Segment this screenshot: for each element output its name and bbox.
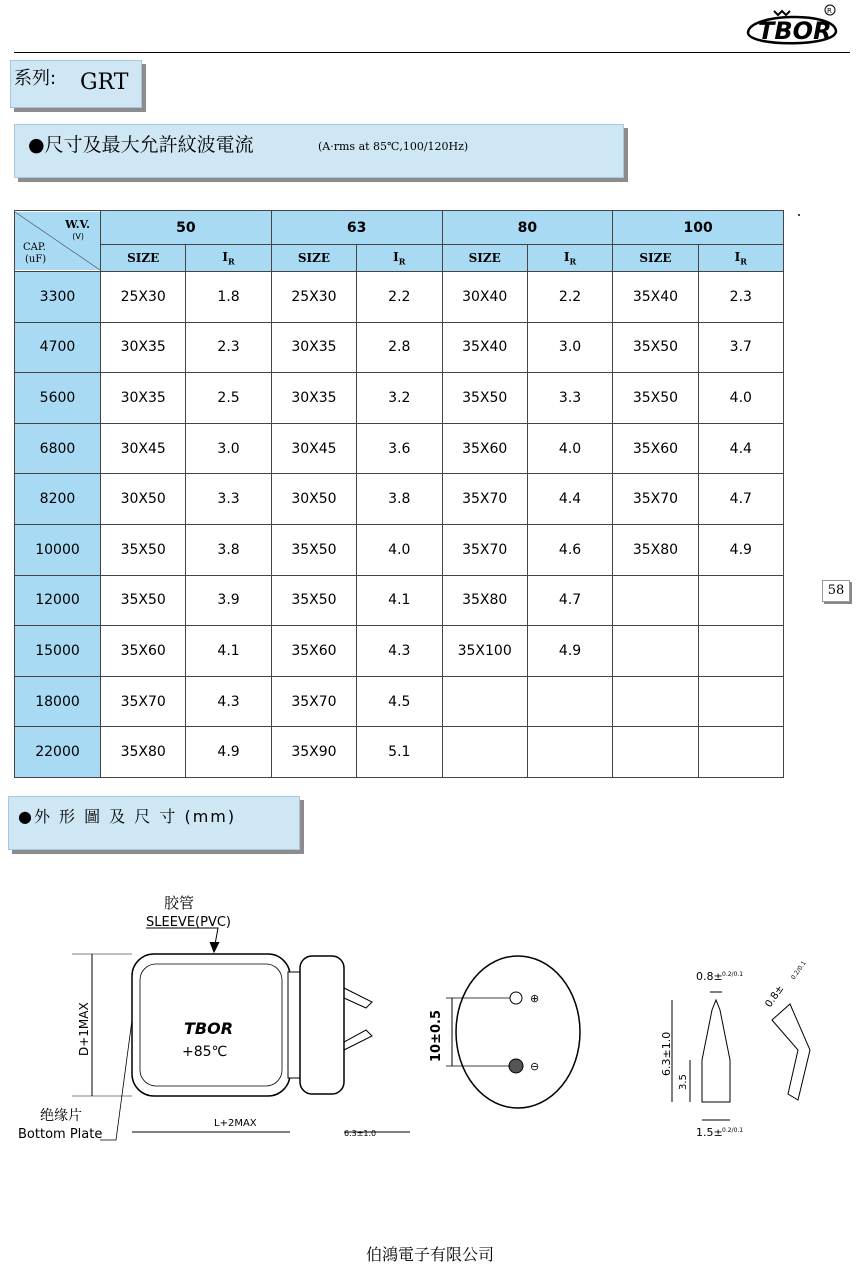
ripple-current-cell: 4.1 bbox=[357, 575, 442, 626]
ripple-current-cell: 4.5 bbox=[357, 676, 442, 727]
ripple-note: (A·rms at 85℃,100/120Hz) bbox=[318, 140, 469, 153]
body-logo: TBOR bbox=[184, 1019, 234, 1038]
ripple-title: ●尺寸及最大允許紋波電流 bbox=[28, 134, 254, 156]
size-cell: 30X45 bbox=[271, 423, 356, 474]
ripple-current-cell: 4.0 bbox=[698, 373, 783, 424]
pin-side-view bbox=[772, 1004, 810, 1100]
cap-unit: (uF) bbox=[25, 254, 47, 265]
size-cell: 35X80 bbox=[442, 575, 527, 626]
minus-terminal: ⊖ bbox=[530, 1060, 540, 1073]
ripple-current-cell: 4.4 bbox=[698, 423, 783, 474]
size-cell: 30X40 bbox=[442, 272, 527, 323]
size-cell: 35X60 bbox=[101, 626, 186, 677]
ripple-current-cell: 3.8 bbox=[357, 474, 442, 525]
table-row bbox=[15, 373, 784, 424]
capacitance-cell: 15000 bbox=[15, 626, 101, 677]
size-cell bbox=[613, 727, 698, 778]
ir-header: $I_R$ bbox=[186, 245, 271, 272]
size-cell bbox=[613, 575, 698, 626]
cap-label: CAP. bbox=[23, 242, 46, 253]
ir-header: $I_R$ bbox=[527, 245, 612, 272]
ripple-current-cell bbox=[698, 676, 783, 727]
table-row bbox=[15, 626, 784, 677]
ripple-current-cell: 3.2 bbox=[357, 373, 442, 424]
ripple-current-cell: 4.3 bbox=[186, 676, 271, 727]
insulator-cn-label: 绝缘片 bbox=[40, 1108, 82, 1124]
ir-header: $I_R$ bbox=[357, 245, 442, 272]
ripple-current-cell: 2.3 bbox=[186, 322, 271, 373]
ripple-current-cell: 3.9 bbox=[186, 575, 271, 626]
size-header: SIZE bbox=[613, 245, 698, 272]
ripple-current-cell: 2.2 bbox=[527, 272, 612, 323]
v-unit: (V) bbox=[72, 232, 84, 241]
header-rule bbox=[14, 52, 850, 53]
table-row bbox=[15, 322, 784, 373]
capacitance-cell: 5600 bbox=[15, 373, 101, 424]
ripple-current-cell: 2.2 bbox=[357, 272, 442, 323]
size-cell: 35X90 bbox=[271, 727, 356, 778]
capacitance-cell: 10000 bbox=[15, 524, 101, 575]
ripple-current-cell: 4.6 bbox=[527, 524, 612, 575]
svg-text:0.2/0.1: 0.2/0.1 bbox=[722, 971, 744, 978]
temp-label: +85℃ bbox=[182, 1044, 228, 1060]
terminal-pin bbox=[702, 1000, 730, 1102]
size-cell: 30X35 bbox=[271, 373, 356, 424]
size-cell: 30X35 bbox=[271, 322, 356, 373]
size-cell: 35X60 bbox=[442, 423, 527, 474]
ripple-current-cell: 4.1 bbox=[186, 626, 271, 677]
ripple-current-cell: 5.1 bbox=[357, 727, 442, 778]
pin-height: 6.3±1.0 bbox=[660, 1031, 673, 1076]
svg-text:0.2/0.1: 0.2/0.1 bbox=[789, 959, 808, 982]
ripple-current-cell: 4.0 bbox=[527, 423, 612, 474]
d-dimension: D+1MAX bbox=[77, 1002, 91, 1056]
brand-logo bbox=[744, 3, 840, 49]
size-header: SIZE bbox=[101, 245, 186, 272]
pin-thickness: 0.8± bbox=[763, 983, 787, 1010]
size-cell: 35X50 bbox=[442, 373, 527, 424]
ripple-current-cell: 2.5 bbox=[186, 373, 271, 424]
size-cell: 35X70 bbox=[271, 676, 356, 727]
ripple-current-cell: 4.0 bbox=[357, 524, 442, 575]
ripple-current-cell: 3.0 bbox=[527, 322, 612, 373]
wv-label: W.V. bbox=[65, 218, 90, 231]
table-row bbox=[15, 524, 784, 575]
svg-text:R: R bbox=[827, 7, 832, 15]
size-cell: 35X70 bbox=[613, 474, 698, 525]
size-cell: 35X50 bbox=[613, 322, 698, 373]
stray-dot bbox=[798, 214, 800, 216]
size-cell: 35X50 bbox=[101, 524, 186, 575]
dimensions-title: ●外 形 圖 及 尺 寸 (mm) bbox=[18, 807, 237, 826]
ripple-current-cell: 4.7 bbox=[698, 474, 783, 525]
ir-header: $I_R$ bbox=[698, 245, 783, 272]
size-cell bbox=[442, 727, 527, 778]
ripple-current-cell bbox=[527, 676, 612, 727]
ripple-current-cell: 4.9 bbox=[698, 524, 783, 575]
size-cell: 30X45 bbox=[101, 423, 186, 474]
spec-table bbox=[14, 210, 784, 778]
ripple-current-cell: 2.3 bbox=[698, 272, 783, 323]
pin-base: 1.5± bbox=[696, 1126, 723, 1139]
size-cell: 35X50 bbox=[271, 524, 356, 575]
ripple-current-cell: 3.0 bbox=[186, 423, 271, 474]
size-cell: 35X70 bbox=[101, 676, 186, 727]
insulator-en-label: Bottom Plate bbox=[18, 1127, 103, 1142]
size-cell: 35X100 bbox=[442, 626, 527, 677]
pin-width: 0.8± bbox=[696, 970, 723, 983]
table-row bbox=[15, 423, 784, 474]
ripple-current-cell: 3.6 bbox=[357, 423, 442, 474]
size-cell: 30X35 bbox=[101, 373, 186, 424]
size-cell: 30X35 bbox=[101, 322, 186, 373]
sleeve-cn-label: 胶管 bbox=[164, 894, 195, 912]
sleeve-en-label: SLEEVE(PVC) bbox=[146, 915, 231, 930]
table-row bbox=[15, 727, 784, 778]
voltage-header: 80 bbox=[442, 211, 613, 245]
ripple-current-cell bbox=[527, 727, 612, 778]
page-number: 58 bbox=[822, 580, 850, 602]
corner-cell bbox=[15, 211, 101, 272]
table-row bbox=[15, 575, 784, 626]
capacitance-cell: 22000 bbox=[15, 727, 101, 778]
pitch-dimension: 10±0.5 bbox=[429, 1009, 444, 1062]
size-cell: 35X40 bbox=[442, 322, 527, 373]
series-name: GRT bbox=[80, 70, 129, 95]
size-cell: 35X50 bbox=[271, 575, 356, 626]
ripple-current-cell: 4.9 bbox=[527, 626, 612, 677]
svg-text:0.2/0.1: 0.2/0.1 bbox=[722, 1127, 744, 1134]
company-footer: 伯鴻電子有限公司 bbox=[365, 1245, 494, 1264]
size-cell: 35X60 bbox=[613, 423, 698, 474]
size-cell bbox=[613, 676, 698, 727]
table-row bbox=[15, 474, 784, 525]
ripple-current-cell: 3.7 bbox=[698, 322, 783, 373]
voltage-header: 63 bbox=[271, 211, 442, 245]
size-cell: 25X30 bbox=[271, 272, 356, 323]
table-row bbox=[15, 676, 784, 727]
ripple-current-cell: 3.8 bbox=[186, 524, 271, 575]
size-cell: 35X70 bbox=[442, 524, 527, 575]
size-cell bbox=[442, 676, 527, 727]
size-header: SIZE bbox=[442, 245, 527, 272]
size-cell: 35X50 bbox=[613, 373, 698, 424]
capacitance-cell: 6800 bbox=[15, 423, 101, 474]
ripple-current-cell bbox=[698, 727, 783, 778]
size-cell: 35X60 bbox=[271, 626, 356, 677]
ripple-current-cell: 3.3 bbox=[186, 474, 271, 525]
capacitance-cell: 3300 bbox=[15, 272, 101, 323]
capacitance-cell: 4700 bbox=[15, 322, 101, 373]
size-cell: 25X30 bbox=[101, 272, 186, 323]
size-cell: 35X50 bbox=[101, 575, 186, 626]
end-view bbox=[456, 956, 580, 1108]
size-cell: 30X50 bbox=[271, 474, 356, 525]
ripple-current-cell: 2.8 bbox=[357, 322, 442, 373]
voltage-header: 50 bbox=[101, 211, 272, 245]
size-cell: 35X70 bbox=[442, 474, 527, 525]
ripple-current-cell: 1.8 bbox=[186, 272, 271, 323]
series-label: 系列: bbox=[14, 68, 57, 89]
size-cell bbox=[613, 626, 698, 677]
size-cell: 35X80 bbox=[101, 727, 186, 778]
ripple-current-cell: 4.4 bbox=[527, 474, 612, 525]
ripple-current-cell: 4.7 bbox=[527, 575, 612, 626]
capacitance-cell: 12000 bbox=[15, 575, 101, 626]
capacitance-cell: 8200 bbox=[15, 474, 101, 525]
ripple-current-cell: 3.3 bbox=[527, 373, 612, 424]
ripple-current-cell: 4.9 bbox=[186, 727, 271, 778]
outline-drawing bbox=[0, 880, 860, 1180]
ripple-current-cell: 4.3 bbox=[357, 626, 442, 677]
size-cell: 35X40 bbox=[613, 272, 698, 323]
lead-dimension: 6.3±1.0 bbox=[344, 1129, 377, 1138]
size-header: SIZE bbox=[271, 245, 356, 272]
size-cell: 30X50 bbox=[101, 474, 186, 525]
ripple-current-cell bbox=[698, 575, 783, 626]
pin-shoulder: 3.5 bbox=[678, 1074, 689, 1090]
capacitance-cell: 18000 bbox=[15, 676, 101, 727]
size-cell: 35X80 bbox=[613, 524, 698, 575]
table-row bbox=[15, 272, 784, 323]
l-dimension: L+2MAX bbox=[214, 1118, 257, 1129]
plus-terminal: ⊕ bbox=[530, 992, 540, 1005]
voltage-header: 100 bbox=[613, 211, 784, 245]
ripple-current-cell bbox=[698, 626, 783, 677]
brand-text: TBOR bbox=[758, 17, 832, 45]
